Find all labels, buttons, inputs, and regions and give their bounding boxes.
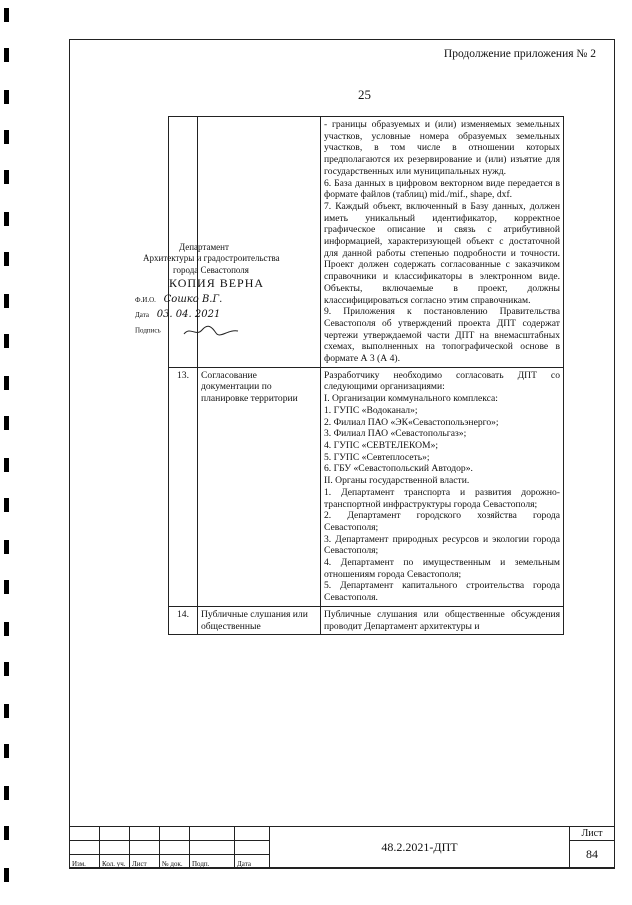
requirement-paragraph: 2. Филиал ПАО «ЭК«Севастопольэнерго»; bbox=[324, 416, 499, 428]
stamp-fio-value: Сошко В.Г. bbox=[163, 293, 223, 305]
row-requirement bbox=[321, 367, 564, 606]
col-label-podp: Подп. bbox=[190, 855, 235, 869]
sheet-number: 84 bbox=[570, 841, 615, 869]
row-number: 14. bbox=[169, 606, 198, 634]
requirement-paragraph: 7. Каждый объект, включенный в Базу данных, должен иметь уникальный идентификатор, корректное графическое описание и связь с атрибутивной информацией, характеризующей объект с достаточной для данной работы степенью подробности и точности. Проект должен содержать согласованные с заказчиком справочники и классификаторы в электронном виде. Объекты, включаемые в проект, должны классифицироваться согласно этим справочникам. bbox=[324, 200, 560, 306]
requirement-paragraph: 5. ГУПС «Севтеплосеть»; bbox=[324, 451, 430, 463]
document-code: 48.2.2021-ДПТ bbox=[270, 827, 570, 869]
stamp-signature-label: Подпись bbox=[135, 326, 161, 335]
col-label-doc-num: № док. bbox=[160, 855, 190, 869]
stamp-date-field bbox=[135, 309, 315, 322]
table-row bbox=[169, 367, 564, 606]
stamp-date-label: Дата bbox=[135, 311, 149, 320]
requirement-paragraph: 9. Приложения к постановлению Правительства Севастополя об утверждений проекта ДПТ содержат чертежи утверждаемой части ДПТ на внемасштабных схемах, выполненных на топографической основе в формате А 3 (А 4). bbox=[324, 306, 560, 365]
requirement-paragraph: 1. ГУПС «Водоканал»; bbox=[324, 404, 418, 416]
row-item-name: Согласование документации по планировке территории bbox=[198, 367, 321, 606]
stamp-dept-line2: Архитектуры и градостроительства bbox=[143, 253, 280, 264]
stamp-fio-label: Ф.И.О. bbox=[135, 295, 156, 304]
stamp-dept-line1: Департамент bbox=[179, 242, 229, 252]
col-label-kol-uch: Кол. уч. bbox=[100, 855, 130, 869]
requirement-paragraph: 4. ГУПС «СЕВТЕЛЕКОМ»; bbox=[324, 439, 439, 451]
requirement-paragraph: 3. Филиал ПАО «Севастопольгаз»; bbox=[324, 428, 467, 440]
col-label-list: Лист bbox=[130, 855, 160, 869]
row-item-name: Публичные слушания или общественные bbox=[198, 606, 321, 634]
drawing-title-block bbox=[69, 826, 615, 869]
table-row bbox=[169, 606, 564, 634]
requirement-paragraph: Разработчику необходимо согласовать ДПТ со следующими организациями: bbox=[324, 369, 560, 393]
page-number: 25 bbox=[358, 87, 371, 102]
handwritten-signature-icon bbox=[182, 325, 242, 337]
requirement-paragraph: 1. Департамент транспорта и развития дорожно-транспортной инфраструктуры города Севастополя; bbox=[324, 486, 560, 510]
row-number: 13. bbox=[169, 367, 198, 606]
requirement-paragraph: 2. Департамент городского хозяйства города Севастополя; bbox=[324, 510, 560, 533]
continuation-header: Продолжение приложения № 2 bbox=[443, 48, 596, 60]
col-label-izm: Изм. bbox=[70, 855, 100, 869]
requirement-paragraph: Публичные слушания или общественные обсуждения проводит Департамент архитектуры и bbox=[324, 608, 560, 632]
requirement-paragraph: 6. ГБУ «Севастопольский Автодор». bbox=[324, 463, 473, 475]
sheet-label: Лист bbox=[570, 827, 615, 841]
col-label-data: Дата bbox=[235, 855, 270, 869]
stamp-fio-field bbox=[135, 294, 315, 307]
stamp-dept-line3: города Севастополя bbox=[173, 264, 249, 275]
stamp-date-value: 03. 04. 2021 bbox=[156, 309, 221, 321]
row-requirement bbox=[321, 117, 564, 368]
requirement-paragraph: 4. Департамент по имущественным и земельным отношениям города Севастополя; bbox=[324, 557, 560, 580]
requirement-paragraph: II. Органы государственной власти. bbox=[324, 475, 470, 487]
requirement-paragraph: 5. Департамент капитального строительства города Севастополя. bbox=[324, 580, 560, 604]
row-requirement bbox=[321, 606, 564, 634]
requirement-paragraph: 3. Департамент природных ресурсов и экологии города Севастополя; bbox=[324, 533, 560, 557]
specification-table bbox=[168, 116, 564, 635]
stamp-copy-label: КОПИЯ ВЕРНА bbox=[169, 275, 265, 290]
stamp-signature-field bbox=[135, 325, 315, 337]
requirement-paragraph: I. Организации коммунального комплекса: bbox=[324, 393, 498, 405]
requirement-paragraph: - границы образуемых и (или) изменяемых земельных участков, условные номера образуемых земельных участков, в том числе в отношении которых предполагаются их резервирование и (или) изъятие для государственных или муниципальных нужд. bbox=[324, 119, 560, 177]
requirement-paragraph: 6. База данных в цифровом векторном виде передается в формате файлов (таблиц) mid./mif., shape, dxf. bbox=[324, 177, 560, 201]
copy-certification-stamp bbox=[135, 242, 315, 337]
